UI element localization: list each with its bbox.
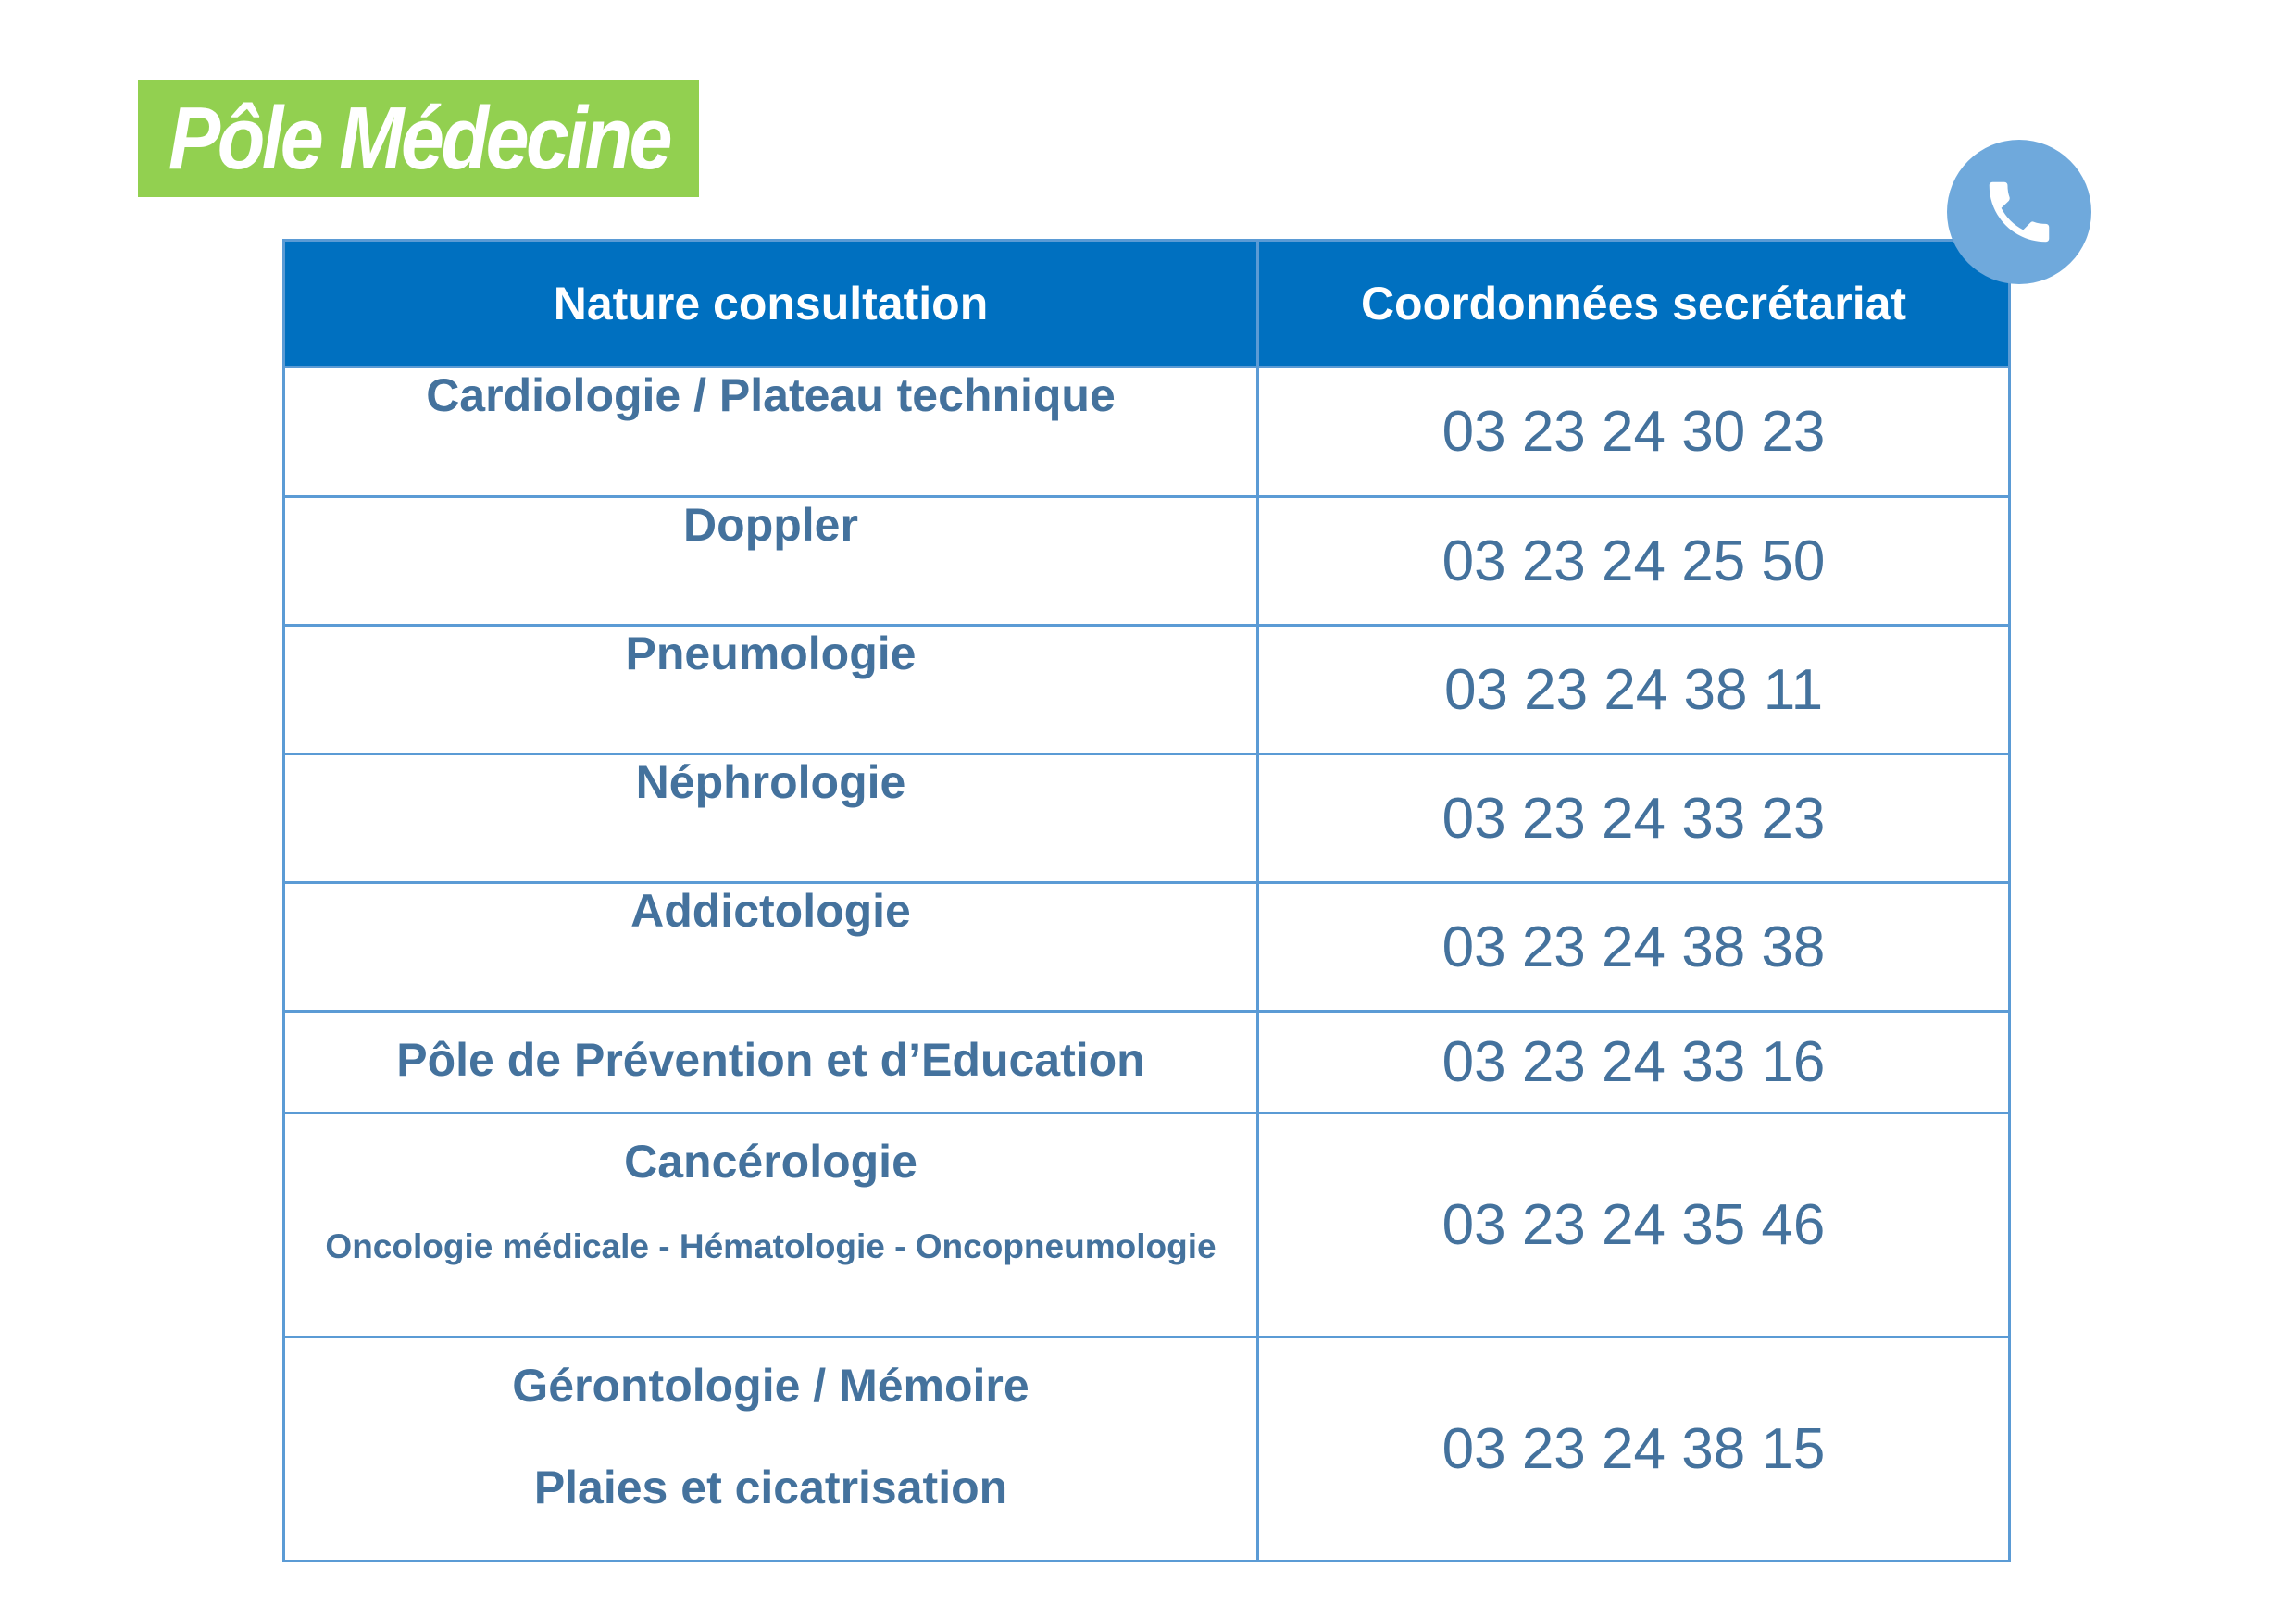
- nature-label: Pneumologie: [625, 628, 917, 679]
- contacts-table: [282, 239, 2011, 1562]
- nature-cell: [284, 754, 1258, 883]
- nature-label: Addictologie: [630, 885, 911, 937]
- column-header-nature: Nature consultation: [284, 241, 1258, 367]
- table-row: [284, 497, 2010, 626]
- nature-label: Doppler: [683, 499, 858, 551]
- phone-number: 03 23 24 33 16: [1258, 1012, 2010, 1114]
- nature-label-2: Plaies et cicatrisation: [533, 1462, 1008, 1513]
- phone-number: 03 23 24 33 23: [1258, 754, 2010, 883]
- table-row: [284, 883, 2010, 1012]
- phone-icon-glyph: [1979, 172, 2059, 252]
- table-row: [284, 367, 2010, 497]
- nature-label: Cancérologie: [624, 1136, 917, 1188]
- phone-number: 03 23 24 35 46: [1258, 1114, 2010, 1338]
- nature-label: Pôle de Prévention et d’Education: [396, 1034, 1145, 1086]
- nature-cell: [284, 1338, 1258, 1562]
- nature-cell: [284, 1012, 1258, 1114]
- nature-cell: [284, 626, 1258, 754]
- table-header-row: [284, 241, 2010, 367]
- page-title-banner: [138, 80, 699, 197]
- nature-cell: [284, 883, 1258, 1012]
- nature-label: Néphrologie: [635, 756, 906, 808]
- nature-label: Cardiologie / Plateau technique: [426, 369, 1116, 421]
- nature-label: Gérontologie / Mémoire: [512, 1360, 1029, 1412]
- nature-sublabel: Oncologie médicale - Hématologie - Oncopneumologie: [325, 1227, 1217, 1265]
- phone-number: 03 23 24 38 38: [1258, 883, 2010, 1012]
- table-row: [284, 1338, 2010, 1562]
- page-title: Pôle Médecine: [168, 88, 669, 188]
- table-row: [284, 1114, 2010, 1338]
- phone-number: 03 23 24 25 50: [1258, 497, 2010, 626]
- nature-cell: [284, 497, 1258, 626]
- phone-icon: [1947, 140, 2091, 284]
- table-row: [284, 1012, 2010, 1114]
- phone-number: 03 23 24 38 15: [1258, 1338, 2010, 1562]
- column-header-phone: Coordonnées secrétariat: [1258, 241, 2010, 367]
- table-row: [284, 754, 2010, 883]
- phone-number: 03 23 24 30 23: [1258, 367, 2010, 497]
- table-row: [284, 626, 2010, 754]
- nature-cell: [284, 1114, 1258, 1338]
- nature-cell: [284, 367, 1258, 497]
- phone-number: 03 23 24 38 11: [1258, 626, 2010, 754]
